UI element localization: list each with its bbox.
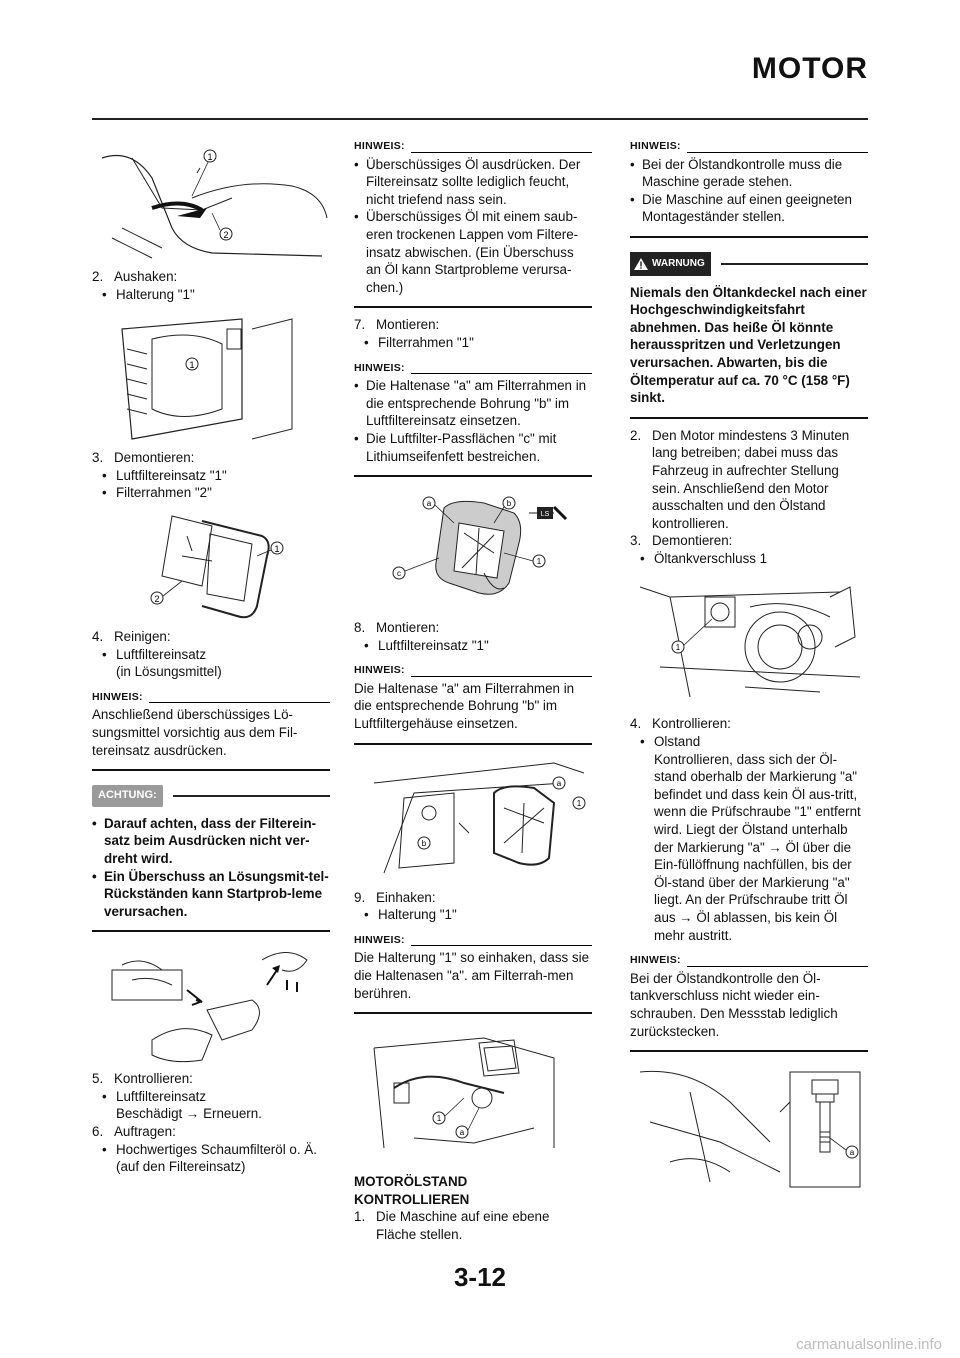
note-item-1: • Überschüssiges Öl ausdrücken. Der Filtereinsatz sollte lediglich feucht, nicht triefend nass sein. [354,156,581,207]
step-3: 3. Demontieren: [92,450,195,466]
note-item-1: • Die Haltenase "a" am Filterrahmen in die entsprechende Bohrung "b" im Luftfiltereinsatz einsetzen. [354,378,587,429]
column-3 [630,138,868,1194]
step-4-item: • Olstand [640,734,701,750]
callout-2: 2 [154,593,160,604]
step-2-item: • Halterung "1" [102,286,195,302]
callout-c: c [397,569,401,579]
callout-a: a [849,1148,855,1158]
step-5: 5. Kontrollieren: [92,1071,193,1087]
figure-bracket-hook [354,1028,592,1153]
step-4-item-detail: (in Lösungsmittel) [116,664,222,680]
step-3-item-2: • Filterrahmen "2" [102,485,212,501]
column-2 [354,138,592,1244]
watermark: carmanualsonline.info [796,1336,942,1353]
step-8: 8. Montieren: [354,620,440,636]
step-5-item: • Luftfiltereinsatz [102,1088,207,1104]
note-item-1: • Bei der Ölstandkontrolle muss die Maschine gerade stehen. [630,156,843,190]
callout-1: 1 [436,1114,442,1124]
note-text: Die Haltenase "a" am Filterrahmen in die entsprechende Bohrung "b" im Luftfiltergehäuse einsetzen. [354,680,575,732]
page-header-title: MOTOR [751,52,868,85]
page-number: 3-12 [453,1262,507,1292]
step-4-item: • Luftfiltereinsatz [102,646,207,662]
note-text: Anschließend überschüssiges Lö-sungsmittel vorsichtig aus dem Fil-tereinsatz ausdrücken. [92,707,298,758]
callout-1: 1 [536,557,542,567]
step-6: 6. Auftragen: [92,1124,176,1140]
step-2: 2. Den Motor mindestens 3 Minuten lang betreiben; dabei muss das Fahrzeug in aufrechter Stellung sein. Anschließend den Motor ausschalten und den Ölstand kontrollieren. [630,427,850,531]
step-1: 1. Die Maschine auf eine ebene Fläche stellen. [354,1209,550,1242]
callout-1: 1 [189,360,195,371]
step-3: 3. Demontieren: [630,533,733,549]
figure-element-install [354,753,592,881]
note-text: Bei der Ölstandkontrolle den Öl-tankverschluss nicht wieder ein-schrauben. Den Messstab lediglich zurückstecken. [630,970,838,1039]
figure-dipstick [630,1062,868,1194]
note-heading: HINWEIS: [354,360,592,378]
figure-cleaning [92,940,330,1070]
step-4: 4. Reinigen: [92,628,171,644]
callout-b: b [421,838,427,848]
callout-a: a [556,778,562,788]
callout-1: 1 [675,643,681,653]
step-6-item-detail: (auf den Filtereinsatz) [116,1159,246,1175]
warning-heading: WARNUNG [630,252,868,276]
caution-item-1: • Darauf achten, dass der Filterein-satz beim Ausdrücken nicht ver-dreht wird. [92,815,317,866]
figure-airbox [92,309,330,449]
grease-symbol: LS [540,511,550,519]
note-heading: HINWEIS: [354,662,592,680]
step-3-item-1: • Luftfiltereinsatz "1" [102,467,227,483]
note-text: Die Halterung "1" so einhaken, dass sie die Haltenasen "a". am Filterrah-men berühren. [354,950,590,1001]
caution-item-2: • Ein Überschuss an Lösungsmit-tel-Rückständen kann Startprob-leme verursachen. [92,868,329,919]
section-heading: MOTORÖLSTAND KONTROLLIEREN [354,1174,470,1207]
step-4-item-detail: Kontrollieren, dass sich der Öl-stand oberhalb der Markierung "a" befindet und dass kein Öl aus-tritt, wenn die Prüfschraube "1" entfernt wird. Liegt der Ölstand unterhalb der Markierung "a" → Öl über die Ein-füllöffnung nachfüllen, bis der Öl-stand über der Markierung "a" liegt. An der Prüfschraube tritt Öl aus → Öl ablassen, bis kein Öl mehr austritt. [654,751,861,943]
callout-1: 1 [576,798,582,808]
figure-filter-element [92,506,330,628]
note-heading: HINWEIS: [630,138,868,156]
callout-2: 2 [223,230,229,240]
note-item-2: • Überschüssiges Öl mit einem saub-eren trockenen Lappen vom Filtere-insatz abwischen. (Ein Überschuss an Öl kann Startprobleme verursa-chen.) [354,209,579,295]
step-7: 7. Montieren: [354,317,440,333]
step-9-item: • Halterung "1" [364,907,457,923]
callout-a: a [426,499,432,509]
note-item-2: • Die Luftfilter-Passflächen "c" mit Lithiumseifenfett bestreichen. [354,430,557,464]
column-1 [92,138,330,1176]
note-heading: HINWEIS: [354,932,592,950]
figure-oil-tank-cap [630,577,868,707]
callout-1: 1 [207,152,213,162]
step-3-item: • Öltankverschluss 1 [640,550,768,566]
header-rule [92,118,868,120]
step-9: 9. Einhaken: [354,889,436,905]
step-8-item: • Luftfiltereinsatz "1" [364,637,489,653]
step-2: 2. Aushaken: [92,269,178,284]
note-item-2: • Die Maschine auf einen geeigneten Montageständer stellen. [630,191,852,225]
step-6-item: • Hochwertiges Schaumfilteröl o. Ä. [102,1141,317,1157]
warning-triangle-icon [634,258,648,270]
callout-a: a [459,1128,465,1138]
caution-heading: ACHTUNG: [92,785,330,807]
note-heading: HINWEIS: [354,138,592,156]
step-4: 4. Kontrollieren: [630,716,731,732]
step-7-item: • Filterrahmen "1" [364,334,474,350]
figure-bracket-unhook [92,138,330,268]
note-heading: HINWEIS: [630,952,868,970]
callout-1: 1 [274,543,280,554]
step-5-item-detail: Beschädigt → Erneuern. [116,1106,262,1122]
callout-b: b [506,499,512,509]
figure-frame-install [354,483,592,613]
note-heading: HINWEIS: [92,689,330,707]
warning-text: Niemals den Öltankdeckel nach einer Hochgeschwindigkeitsfahrt abnehmen. Das heiße Öl könnte herausspritzen und Verletzungen verursachen. Abwarten, bis die Öltemperatur auf ca. 70 °C (158 °F) sinkt. [630,284,867,406]
